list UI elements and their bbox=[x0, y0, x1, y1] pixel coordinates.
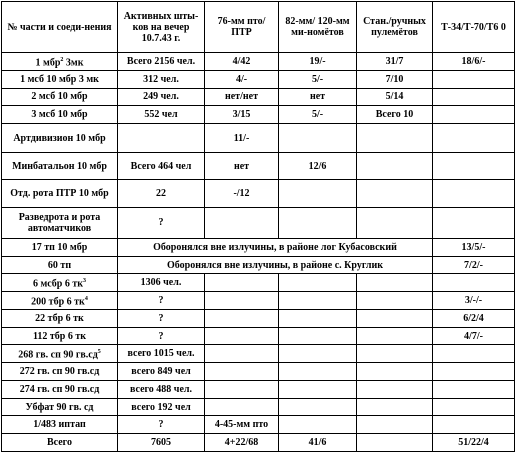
table-row bbox=[2, 363, 515, 381]
table-row bbox=[2, 327, 515, 345]
antitank-cell bbox=[205, 274, 279, 292]
antitank-cell: 11/- bbox=[205, 124, 279, 153]
machineguns-cell bbox=[357, 380, 433, 398]
unit-cell: 1/483 иптап bbox=[2, 416, 118, 434]
bayonets-cell: всего 488 чел. bbox=[118, 380, 205, 398]
unit-name-tail: 3мк bbox=[63, 57, 84, 69]
table-row bbox=[2, 345, 515, 363]
machineguns-cell bbox=[357, 327, 433, 345]
bayonets-cell bbox=[118, 124, 205, 153]
machineguns-cell bbox=[357, 398, 433, 416]
total-machineguns bbox=[357, 434, 433, 452]
antitank-cell bbox=[205, 345, 279, 363]
unit-cell: 3 мсб 10 мбр bbox=[2, 106, 118, 124]
header-mortars: 82-мм/ 120-мм ми-номётов bbox=[279, 2, 357, 53]
total-tanks: 51/22/4 bbox=[433, 434, 515, 452]
unit-cell: 60 тп bbox=[2, 256, 118, 274]
bayonets-cell: 249 чел. bbox=[118, 88, 205, 106]
antitank-cell bbox=[205, 292, 279, 310]
mortars-cell bbox=[279, 180, 357, 207]
bayonets-cell: ? bbox=[118, 207, 205, 238]
machineguns-cell bbox=[357, 124, 433, 153]
tanks-cell: 13/5/- bbox=[433, 238, 515, 256]
bayonets-cell: ? bbox=[118, 416, 205, 434]
unit-cell bbox=[2, 53, 118, 71]
defense-note: Оборонялся вне излучины, в районе лог Кубасовский bbox=[118, 238, 433, 256]
total-label: Всего bbox=[2, 434, 118, 452]
antitank-cell: 4-45-мм пто bbox=[205, 416, 279, 434]
table-row bbox=[2, 274, 515, 292]
unit-name: 1 мбр bbox=[35, 57, 61, 69]
unit-cell: Убфат 90 гв. сд bbox=[2, 398, 118, 416]
total-bayonets: 7605 bbox=[118, 434, 205, 452]
unit-name: 268 гв. сп 90 гв.сд bbox=[18, 349, 98, 361]
bayonets-cell: всего 1015 чел. bbox=[118, 345, 205, 363]
bayonets-cell: Всего 2156 чел. bbox=[118, 53, 205, 71]
mortars-cell bbox=[279, 380, 357, 398]
unit-cell: 1 мсб 10 мбр 3 мк bbox=[2, 70, 118, 88]
defense-note: Оборонялся вне излучины, в районе с. Круглик bbox=[118, 256, 433, 274]
tanks-cell bbox=[433, 88, 515, 106]
bayonets-cell: 552 чел bbox=[118, 106, 205, 124]
table-row bbox=[2, 180, 515, 207]
footnote-mark: 3 bbox=[83, 278, 87, 285]
tanks-cell bbox=[433, 380, 515, 398]
mortars-cell: 19/- bbox=[279, 53, 357, 71]
table-row bbox=[2, 309, 515, 327]
footnote-mark: 4 bbox=[84, 295, 88, 302]
tanks-cell bbox=[433, 207, 515, 238]
bayonets-cell: 312 чел. bbox=[118, 70, 205, 88]
tanks-cell bbox=[433, 345, 515, 363]
table-row bbox=[2, 292, 515, 310]
table-row bbox=[2, 88, 515, 106]
total-antitank: 4+22/68 bbox=[205, 434, 279, 452]
antitank-cell: нет/нет bbox=[205, 88, 279, 106]
unit-cell: 22 тбр 6 тк bbox=[2, 309, 118, 327]
bayonets-cell: всего 849 чел bbox=[118, 363, 205, 381]
tanks-cell: 18/6/- bbox=[433, 53, 515, 71]
machineguns-cell bbox=[357, 153, 433, 180]
bayonets-cell: ? bbox=[118, 292, 205, 310]
mortars-cell bbox=[279, 309, 357, 327]
tanks-cell bbox=[433, 124, 515, 153]
header-bayonets: Активных шты-ков на вечер 10.7.43 г. bbox=[118, 2, 205, 53]
tanks-cell bbox=[433, 70, 515, 88]
header-machineguns: Стан./ручных пулемётов bbox=[357, 2, 433, 53]
table-row bbox=[2, 124, 515, 153]
table-row bbox=[2, 238, 515, 256]
table-row bbox=[2, 398, 515, 416]
tanks-cell: 4/7/- bbox=[433, 327, 515, 345]
mortars-cell bbox=[279, 327, 357, 345]
footnote-mark: 2 bbox=[60, 56, 64, 63]
antitank-cell bbox=[205, 207, 279, 238]
document-page bbox=[1, 1, 514, 452]
tanks-cell: 7/2/- bbox=[433, 256, 515, 274]
antitank-cell: 4/- bbox=[205, 70, 279, 88]
antitank-cell bbox=[205, 380, 279, 398]
unit-cell: 112 тбр 6 тк bbox=[2, 327, 118, 345]
machineguns-cell bbox=[357, 207, 433, 238]
antitank-cell bbox=[205, 309, 279, 327]
tanks-cell bbox=[433, 416, 515, 434]
machineguns-cell: 31/7 bbox=[357, 53, 433, 71]
mortars-cell bbox=[279, 124, 357, 153]
tanks-cell bbox=[433, 398, 515, 416]
antitank-cell: нет bbox=[205, 153, 279, 180]
mortars-cell: нет bbox=[279, 88, 357, 106]
tanks-cell bbox=[433, 106, 515, 124]
unit-cell: 17 тп 10 мбр bbox=[2, 238, 118, 256]
mortars-cell: 5/- bbox=[279, 70, 357, 88]
mortars-cell bbox=[279, 398, 357, 416]
header-row bbox=[2, 2, 515, 53]
machineguns-cell bbox=[357, 363, 433, 381]
unit-cell: Минбатальон 10 мбр bbox=[2, 153, 118, 180]
machineguns-cell bbox=[357, 345, 433, 363]
mortars-cell bbox=[279, 274, 357, 292]
mortars-cell: 5/- bbox=[279, 106, 357, 124]
table-row bbox=[2, 53, 515, 71]
unit-cell: Отд. рота ПТР 10 мбр bbox=[2, 180, 118, 207]
antitank-cell bbox=[205, 398, 279, 416]
machineguns-cell: 5/14 bbox=[357, 88, 433, 106]
table-row bbox=[2, 380, 515, 398]
bayonets-cell: 1306 чел. bbox=[118, 274, 205, 292]
header-unit: № части и соеди-нения bbox=[2, 2, 118, 53]
unit-name: 200 тбр 6 тк bbox=[31, 296, 85, 308]
mortars-cell bbox=[279, 207, 357, 238]
machineguns-cell bbox=[357, 292, 433, 310]
header-tanks: Т-34/Т-70/Т6 0 bbox=[433, 2, 515, 53]
bayonets-cell: ? bbox=[118, 309, 205, 327]
tanks-cell bbox=[433, 180, 515, 207]
forces-table bbox=[1, 1, 515, 452]
unit-cell bbox=[2, 345, 118, 363]
unit-cell: Разведрота и рота автоматчиков bbox=[2, 207, 118, 238]
table-row bbox=[2, 70, 515, 88]
table-row bbox=[2, 256, 515, 274]
bayonets-cell: ? bbox=[118, 327, 205, 345]
table-row bbox=[2, 153, 515, 180]
mortars-cell bbox=[279, 363, 357, 381]
antitank-cell bbox=[205, 363, 279, 381]
footnote-mark: 5 bbox=[97, 349, 101, 356]
antitank-cell: 4/42 bbox=[205, 53, 279, 71]
bayonets-cell: 22 bbox=[118, 180, 205, 207]
unit-cell: 272 гв. сп 90 гв.сд bbox=[2, 363, 118, 381]
mortars-cell bbox=[279, 292, 357, 310]
unit-cell: 2 мсб 10 мбр bbox=[2, 88, 118, 106]
tanks-cell bbox=[433, 274, 515, 292]
unit-cell bbox=[2, 274, 118, 292]
tanks-cell: 6/2/4 bbox=[433, 309, 515, 327]
machineguns-cell bbox=[357, 416, 433, 434]
table-row bbox=[2, 106, 515, 124]
antitank-cell: -/12 bbox=[205, 180, 279, 207]
machineguns-cell bbox=[357, 309, 433, 327]
bayonets-cell: Всего 464 чел bbox=[118, 153, 205, 180]
unit-cell: Артдивизион 10 мбр bbox=[2, 124, 118, 153]
antitank-cell bbox=[205, 327, 279, 345]
unit-name: 6 мсбр 6 тк bbox=[32, 278, 84, 290]
machineguns-cell bbox=[357, 274, 433, 292]
mortars-cell bbox=[279, 345, 357, 363]
tanks-cell bbox=[433, 153, 515, 180]
header-antitank: 76-мм пто/ ПТР bbox=[205, 2, 279, 53]
mortars-cell: 12/6 bbox=[279, 153, 357, 180]
total-mortars: 41/6 bbox=[279, 434, 357, 452]
antitank-cell: 3/15 bbox=[205, 106, 279, 124]
tanks-cell: 3/-/- bbox=[433, 292, 515, 310]
bayonets-cell: всего 192 чел bbox=[118, 398, 205, 416]
mortars-cell bbox=[279, 416, 357, 434]
machineguns-cell: Всего 10 bbox=[357, 106, 433, 124]
table-row bbox=[2, 416, 515, 434]
unit-cell: 274 гв. сп 90 гв.сд bbox=[2, 380, 118, 398]
machineguns-cell: 7/10 bbox=[357, 70, 433, 88]
total-row bbox=[2, 434, 515, 452]
tanks-cell bbox=[433, 363, 515, 381]
unit-cell bbox=[2, 292, 118, 310]
machineguns-cell bbox=[357, 180, 433, 207]
table-row bbox=[2, 207, 515, 238]
